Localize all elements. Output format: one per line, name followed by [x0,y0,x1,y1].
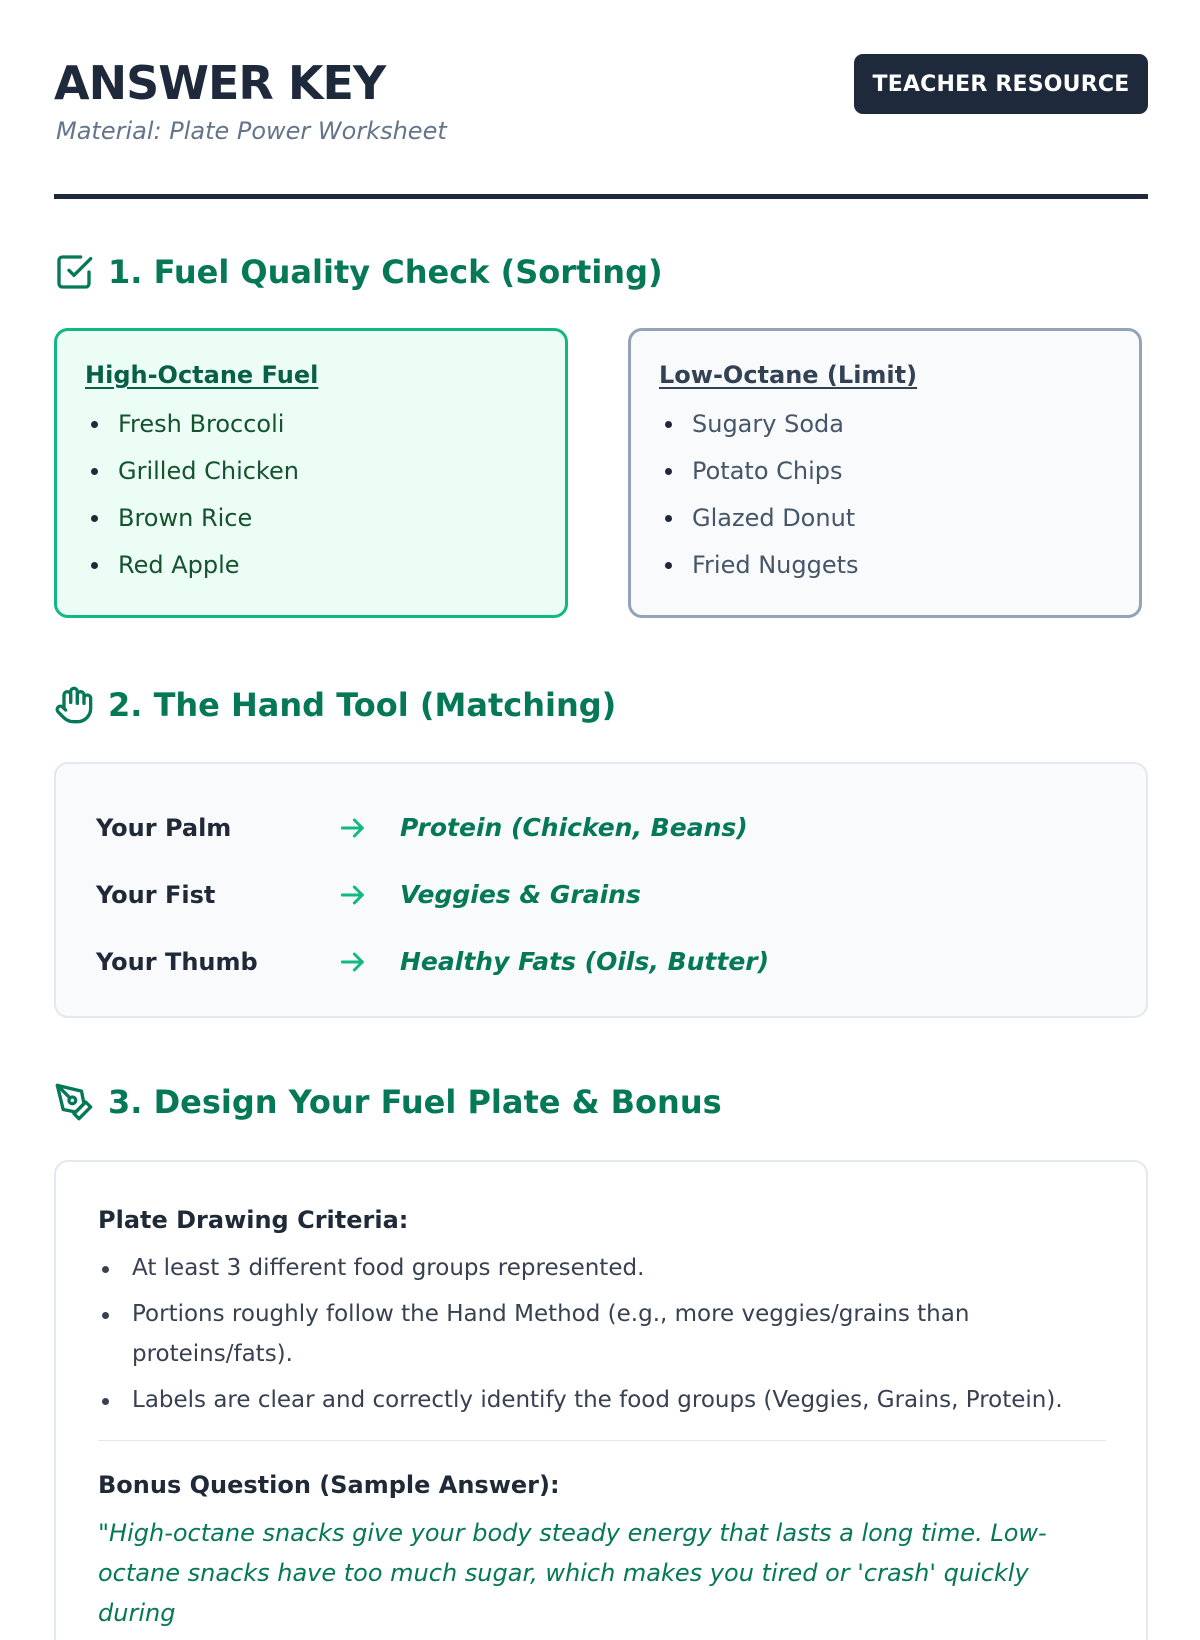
hand-icon [54,685,94,725]
answer-key-page [54,0,1148,1627]
section-2-title: 2. The Hand Tool (Matching) [108,686,617,724]
arrow-right-icon [336,812,400,844]
arrow-right-icon [336,946,400,978]
list-item: Sugary Soda [659,401,1111,448]
page-title: ANSWER KEY [54,56,386,110]
low-octane-title: Low-Octane (Limit) [659,361,918,389]
criteria-label: Plate Drawing Criteria: [98,1206,409,1234]
list-item: Grilled Chicken [85,448,537,495]
bonus-label: Bonus Question (Sample Answer): [98,1471,560,1499]
match-right-answer: Veggies & Grains [400,880,641,909]
section-3-heading [54,1082,722,1122]
section-3-title: 3. Design Your Fuel Plate & Bonus [108,1083,722,1121]
list-item: Fried Nuggets [659,542,1111,589]
bonus-answer: "High-octane snacks give your body steady energy that lasts a long time. Low-octane snacks have too much sugar, which makes you tired or 'crash' quickly during [98,1519,1047,1627]
page-subtitle: Material: Plate Power Worksheet [56,117,447,145]
list-item: Brown Rice [85,495,537,542]
list-item: Labels are clear and correctly identify the food groups (Veggies, Grains, Protein). [98,1380,1106,1420]
list-item: Red Apple [85,542,537,589]
match-left-label: Your Fist [96,880,216,909]
match-left-label: Your Thumb [96,947,258,976]
low-octane-list [659,401,1111,589]
high-octane-title: High-Octane Fuel [85,361,319,389]
header-divider [54,194,1148,199]
list-item: Portions roughly follow the Hand Method (e.g., more veggies/grains than proteins/fats). [98,1294,1106,1374]
list-item: Fresh Broccoli [85,401,537,448]
list-item: At least 3 different food groups represented. [98,1248,1106,1288]
list-item: Potato Chips [659,448,1111,495]
criteria-list [98,1248,1106,1420]
matching-panel [54,762,1148,1018]
page-header [54,0,1148,200]
high-octane-list [85,401,537,589]
section-divider [98,1440,1106,1441]
pen-tool-icon [54,1082,94,1122]
checkbox-icon [54,252,94,292]
design-panel [54,1160,1148,1640]
list-item: Glazed Donut [659,495,1111,542]
high-octane-card [54,328,568,618]
teacher-resource-badge: TEACHER RESOURCE [854,54,1148,114]
arrow-right-icon [336,879,400,911]
section-1-title: 1. Fuel Quality Check (Sorting) [108,253,663,291]
match-row-thumb [96,928,1106,995]
match-row-palm [96,794,1106,861]
match-left-label: Your Palm [96,813,232,842]
section-1-heading [54,252,663,292]
low-octane-card [628,328,1142,618]
match-right-answer: Healthy Fats (Oils, Butter) [400,947,770,976]
section-2-heading [54,685,616,725]
match-row-fist [96,861,1106,928]
match-right-answer: Protein (Chicken, Beans) [400,813,748,842]
